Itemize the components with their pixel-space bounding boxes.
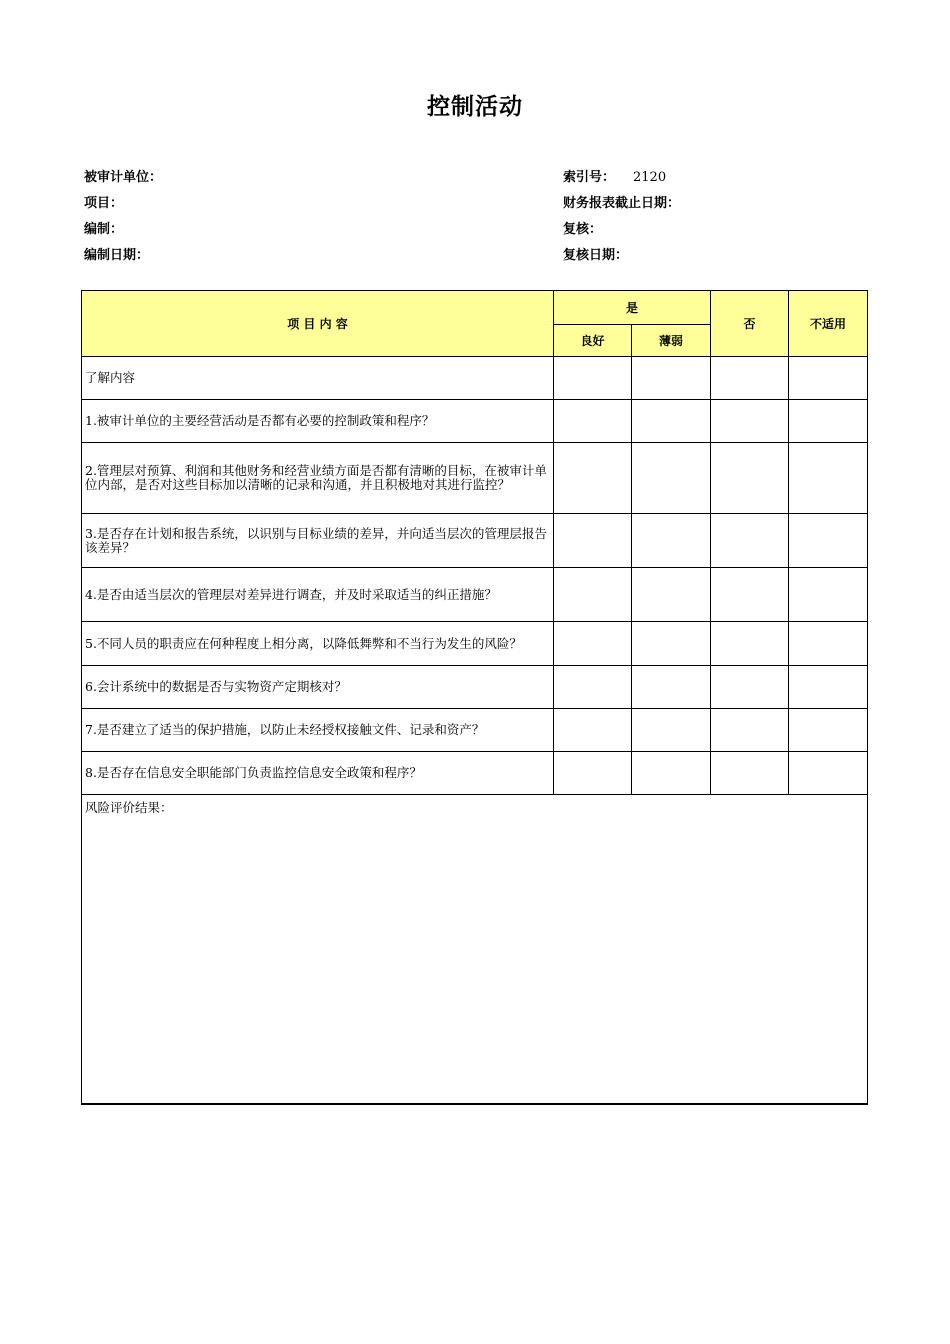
cell-good[interactable] (554, 752, 632, 795)
cell-weak[interactable] (632, 400, 711, 443)
cell-good[interactable] (554, 443, 632, 514)
cell-no[interactable] (711, 666, 789, 709)
cell-na[interactable] (789, 443, 868, 514)
cell-no[interactable] (711, 443, 789, 514)
header-not-applicable: 不适用 (789, 291, 868, 357)
header-no: 否 (711, 291, 789, 357)
cell-weak[interactable] (632, 514, 711, 568)
prepared-date-label: 编制日期： (84, 248, 150, 263)
cell-no[interactable] (711, 568, 789, 622)
cell-na[interactable] (789, 400, 868, 443)
table-row (82, 514, 868, 568)
prepared-by-label: 编制： (84, 222, 124, 237)
index-number-label: 索引号： (563, 170, 616, 185)
row-item-text: 5.不同人员的职责应在何种程度上相分离，以降低舞弊和不当行为发生的风险？ (82, 622, 554, 666)
row-item-text: 3.是否存在计划和报告系统，以识别与目标业绩的差异，并向适当层次的管理层报告该差异？ (82, 514, 554, 568)
cell-na[interactable] (789, 666, 868, 709)
header-item-content: 项 目 内 容 (82, 291, 554, 357)
audited-entity-label: 被审计单位： (84, 170, 163, 185)
cell-weak[interactable] (632, 568, 711, 622)
cell-good[interactable] (554, 400, 632, 443)
cell-na[interactable] (789, 568, 868, 622)
page-title: 控制活动 (427, 94, 523, 120)
row-item-text: 8.是否存在信息安全职能部门负责监控信息安全政策和程序？ (82, 752, 554, 795)
index-number-field (563, 166, 666, 185)
risk-assessment-label: 风险评价结果： (85, 800, 173, 815)
row-item-text: 6.会计系统中的数据是否与实物资产定期核对？ (82, 666, 554, 709)
header-yes: 是 (554, 291, 711, 325)
row-item-text: 7.是否建立了适当的保护措施，以防止未经授权接触文件、记录和资产？ (82, 709, 554, 752)
row-item-text: 4.是否由适当层次的管理层对差异进行调查，并及时采取适当的纠正措施？ (82, 568, 554, 622)
cell-good[interactable] (554, 357, 632, 400)
cell-na[interactable] (789, 514, 868, 568)
table-row (82, 357, 868, 400)
cell-good[interactable] (554, 622, 632, 666)
cell-weak[interactable] (632, 357, 711, 400)
cell-weak[interactable] (632, 443, 711, 514)
table-row (82, 752, 868, 795)
cell-good[interactable] (554, 666, 632, 709)
cell-weak[interactable] (632, 752, 711, 795)
risk-assessment-row (82, 795, 868, 1104)
report-cutoff-date-label: 财务报表截止日期： (563, 196, 681, 211)
cell-weak[interactable] (632, 666, 711, 709)
cell-na[interactable] (789, 709, 868, 752)
table-row (82, 443, 868, 514)
table-row (82, 568, 868, 622)
table-row (82, 666, 868, 709)
cell-no[interactable] (711, 514, 789, 568)
header-good: 良好 (554, 325, 632, 357)
cell-good[interactable] (554, 568, 632, 622)
project-label: 项目： (84, 196, 124, 211)
table-row (82, 622, 868, 666)
cell-weak[interactable] (632, 709, 711, 752)
row-item-text: 1.被审计单位的主要经营活动是否都有必要的控制政策和程序？ (82, 400, 554, 443)
cell-good[interactable] (554, 514, 632, 568)
row-item-text: 2.管理层对预算、利润和其他财务和经营业绩方面是否都有清晰的目标，在被审计单位内部，是否对这些目标加以清晰的记录和沟通，并且积极地对其进行监控？ (82, 443, 554, 514)
cell-weak[interactable] (632, 622, 711, 666)
cell-no[interactable] (711, 709, 789, 752)
cell-na[interactable] (789, 357, 868, 400)
cell-no[interactable] (711, 622, 789, 666)
reviewed-by-label: 复核： (563, 222, 603, 237)
cell-no[interactable] (711, 752, 789, 795)
index-number-value: 2120 (633, 170, 667, 185)
cell-na[interactable] (789, 752, 868, 795)
risk-assessment-result-area[interactable] (82, 795, 868, 1104)
cell-good[interactable] (554, 709, 632, 752)
cell-no[interactable] (711, 357, 789, 400)
table-row (82, 709, 868, 752)
control-activities-table (81, 290, 868, 1105)
header-weak: 薄弱 (632, 325, 711, 357)
cell-na[interactable] (789, 622, 868, 666)
table-row (82, 400, 868, 443)
cell-no[interactable] (711, 400, 789, 443)
review-date-label: 复核日期： (563, 248, 629, 263)
row-item-text: 了解内容 (82, 357, 554, 400)
